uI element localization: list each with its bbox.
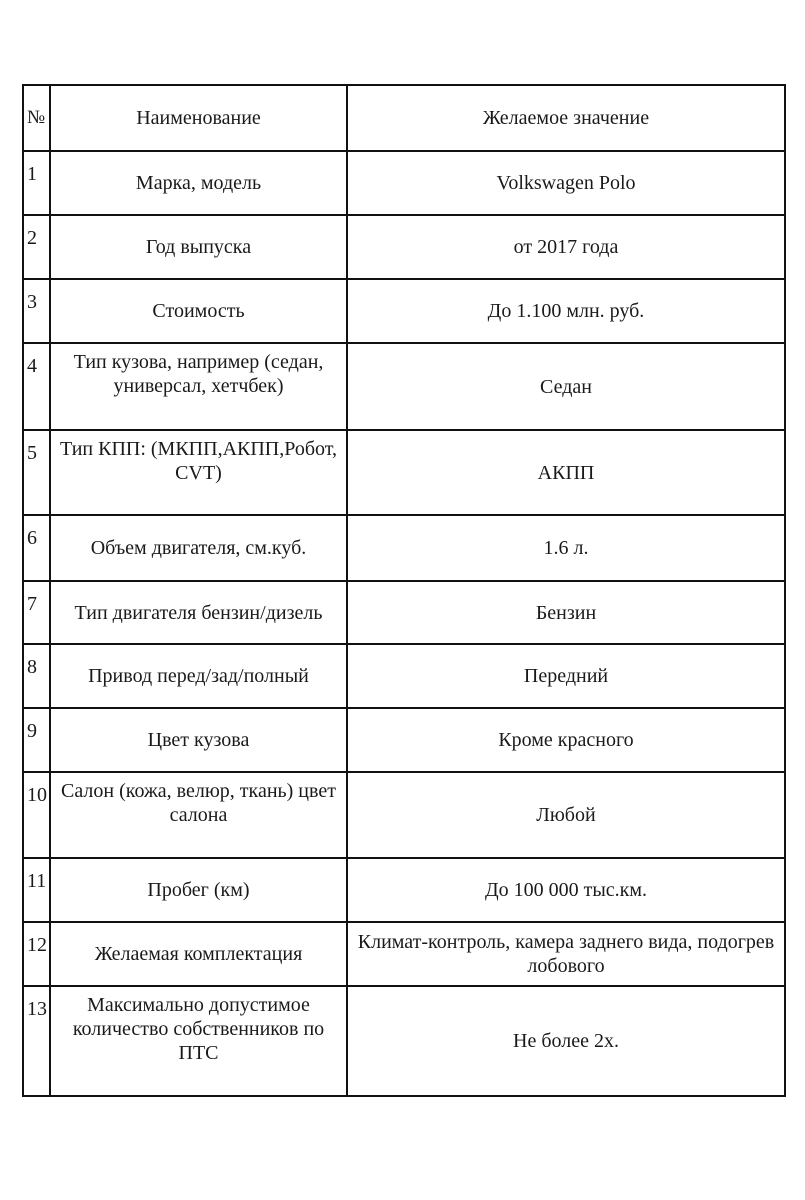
row-value: Седан xyxy=(347,343,785,430)
table-row xyxy=(23,215,785,279)
row-value: Не более 2х. xyxy=(347,986,785,1096)
row-value: Передний xyxy=(347,644,785,708)
table-header-row xyxy=(23,85,785,151)
row-name: Цвет кузова xyxy=(50,708,347,772)
row-number: 10 xyxy=(23,772,50,858)
header-value: Желаемое значение xyxy=(347,85,785,151)
row-name: Тип двигателя бензин/дизель xyxy=(50,581,347,644)
row-name: Тип кузова, например (седан, универсал, хетчбек) xyxy=(50,343,347,430)
table-row xyxy=(23,772,785,858)
row-value: Volkswagen Polo xyxy=(347,151,785,215)
header-number: № xyxy=(23,85,50,151)
row-value: Климат-контроль, камера заднего вида, подогрев лобового xyxy=(347,922,785,986)
row-number: 8 xyxy=(23,644,50,708)
row-name: Пробег (км) xyxy=(50,858,347,922)
row-name: Желаемая комплектация xyxy=(50,922,347,986)
row-number: 4 xyxy=(23,343,50,430)
row-value: Кроме красного xyxy=(347,708,785,772)
row-value: До 1.100 млн. руб. xyxy=(347,279,785,343)
row-name: Марка, модель xyxy=(50,151,347,215)
table-row xyxy=(23,986,785,1096)
car-requirements-table xyxy=(22,84,786,1097)
row-value: АКПП xyxy=(347,430,785,515)
table-row xyxy=(23,858,785,922)
row-number: 2 xyxy=(23,215,50,279)
row-name: Максимально допустимое количество собственников по ПТС xyxy=(50,986,347,1096)
table-row xyxy=(23,343,785,430)
table-row xyxy=(23,708,785,772)
table-row xyxy=(23,430,785,515)
row-name: Год выпуска xyxy=(50,215,347,279)
row-name: Стоимость xyxy=(50,279,347,343)
row-name: Тип КПП: (МКПП,АКПП,Робот, CVT) xyxy=(50,430,347,515)
header-name: Наименование xyxy=(50,85,347,151)
row-number: 7 xyxy=(23,581,50,644)
row-number: 3 xyxy=(23,279,50,343)
row-value: До 100 000 тыс.км. xyxy=(347,858,785,922)
row-number: 13 xyxy=(23,986,50,1096)
table-row xyxy=(23,515,785,581)
row-number: 9 xyxy=(23,708,50,772)
table-row xyxy=(23,279,785,343)
row-name: Салон (кожа, велюр, ткань) цвет салона xyxy=(50,772,347,858)
row-number: 11 xyxy=(23,858,50,922)
row-number: 12 xyxy=(23,922,50,986)
table-row xyxy=(23,581,785,644)
row-number: 6 xyxy=(23,515,50,581)
row-value: Бензин xyxy=(347,581,785,644)
row-value: от 2017 года xyxy=(347,215,785,279)
row-number: 1 xyxy=(23,151,50,215)
table-row xyxy=(23,922,785,986)
table-row xyxy=(23,644,785,708)
table-row xyxy=(23,151,785,215)
row-value: Любой xyxy=(347,772,785,858)
row-name: Объем двигателя, см.куб. xyxy=(50,515,347,581)
row-name: Привод перед/зад/полный xyxy=(50,644,347,708)
row-number: 5 xyxy=(23,430,50,515)
row-value: 1.6 л. xyxy=(347,515,785,581)
